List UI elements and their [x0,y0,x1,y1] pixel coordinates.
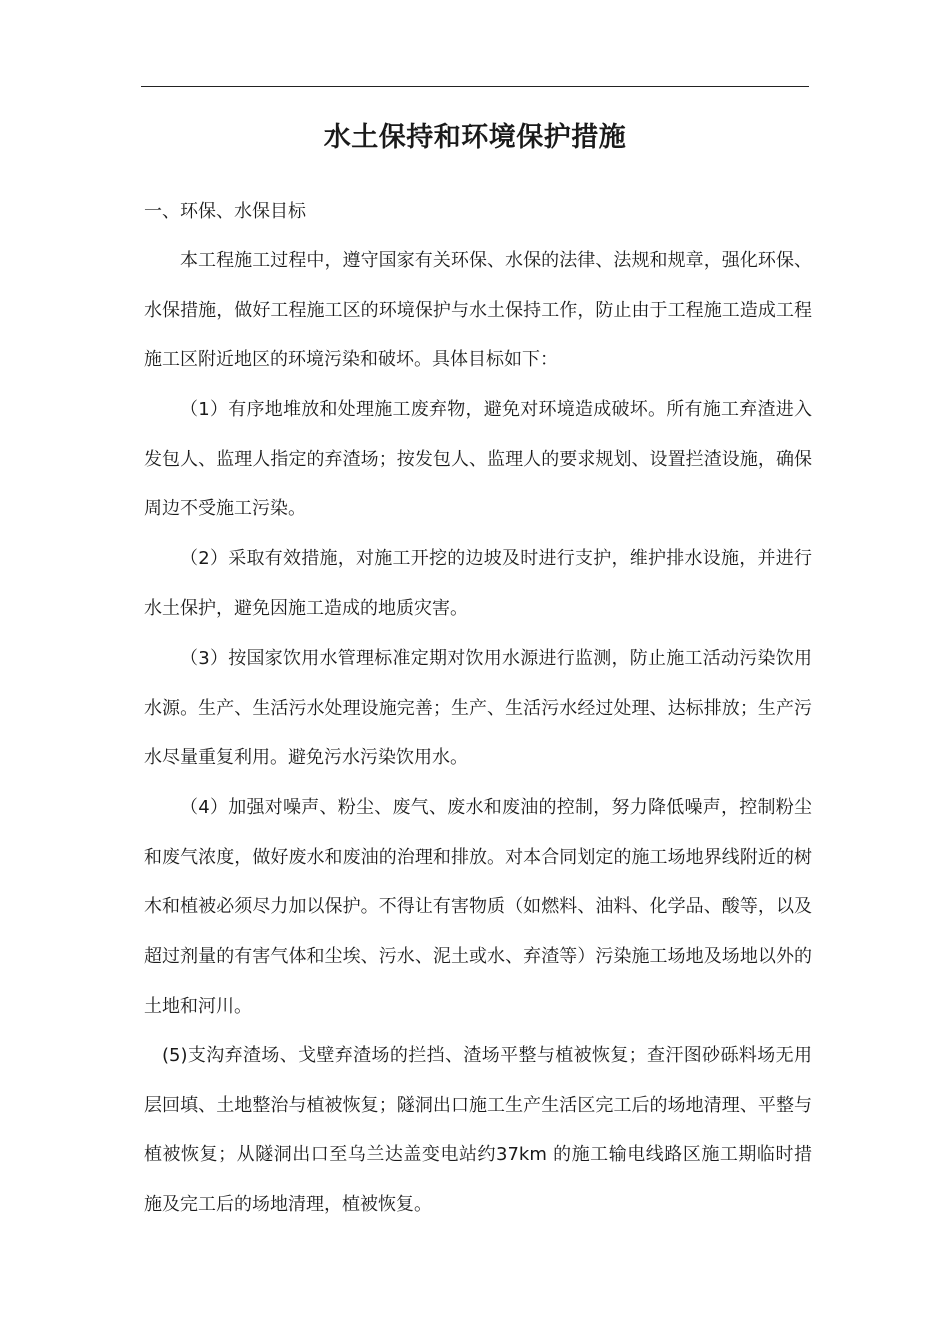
paragraph-item-4: （4）加强对噪声、粉尘、废气、废水和废油的控制，努力降低噪声，控制粉尘和废气浓度，做好废水和废油的治理和排放。对本合同划定的施工场地界线附近的树木和植被必须尽力加以保护。不得让有害物质（如燃料、油料、化学品、酸等，以及超过剂量的有害气体和尘埃、污水、泥土或水、弃渣等）污染施工场地及场地以外的土地和河川。 [144,797,812,1017]
document-title: 水土保持和环境保护措施 [323,122,627,153]
header-rule [141,86,809,87]
paragraph-item-3: （3）按国家饮用水管理标准定期对饮用水源进行监测，防止施工活动污染饮用水源。生产、生活污水处理设施完善；生产、生活污水经过处理、达标排放；生产污水尽量重复利用。避免污水污染饮用水。 [144,648,812,769]
paragraph-item-5: (5)支沟弃渣场、戈壁弃渣场的拦挡、渣场平整与植被恢复；查汗图砂砾料场无用层回填、土地整治与植被恢复；隧洞出口施工生产生活区完工后的场地清理、平整与植被恢复；从隧洞出口至乌兰达盖变电站约37km 的施工输电线路区施工期临时措施及完工后的场地清理，植被恢复。 [144,1045,812,1216]
paragraph-item-1: （1）有序地堆放和处理施工废弃物，避免对环境造成破坏。所有施工弃渣进入发包人、监理人指定的弃渣场；按发包人、监理人的要求规划、设置拦渣设施，确保周边不受施工污染。 [144,399,812,520]
section-heading: 一、环保、水保目标 [144,201,306,222]
paragraph-item-2: （2）采取有效措施，对施工开挖的边坡及时进行支护，维护排水设施，并进行水土保护，避免因施工造成的地质灾害。 [144,548,812,619]
paragraph-intro: 本工程施工过程中，遵守国家有关环保、水保的法律、法规和规章，强化环保、水保措施，做好工程施工区的环境保护与水土保持工作，防止由于工程施工造成工程施工区附近地区的环境污染和破坏。具体目标如下： [144,250,812,371]
